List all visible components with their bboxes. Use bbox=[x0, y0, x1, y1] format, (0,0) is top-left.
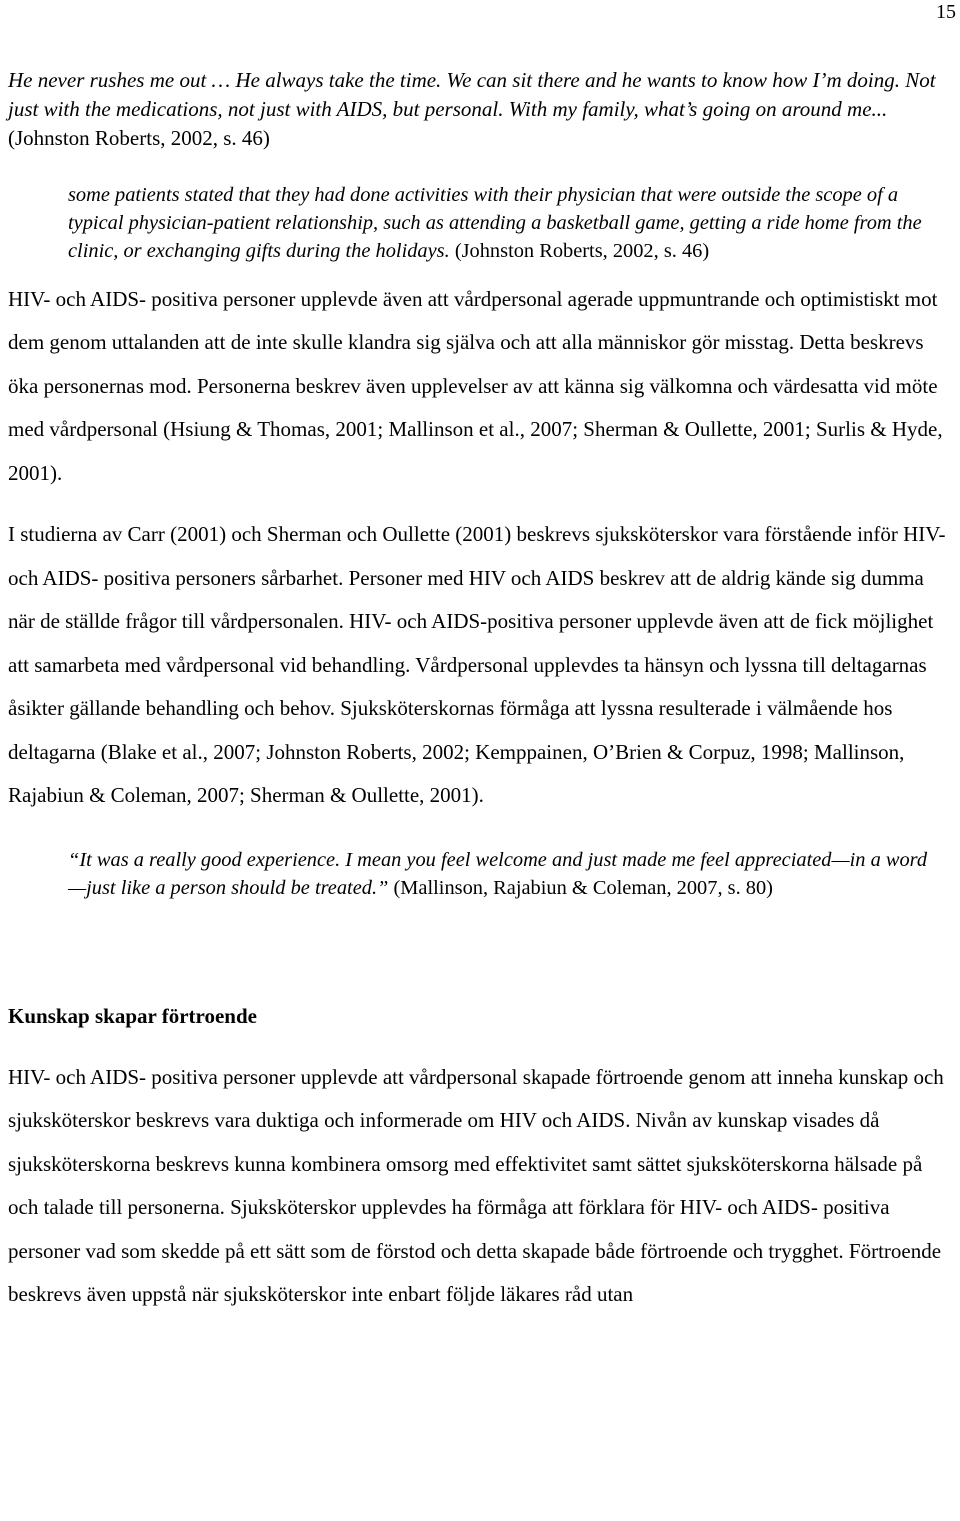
quote-citation: (Johnston Roberts, 2002, s. 46) bbox=[449, 240, 710, 263]
block-quote-welcome bbox=[68, 846, 928, 903]
section-heading: Kunskap skapar förtroende bbox=[8, 1003, 257, 1028]
quote-text: He never rushes me out … He always take the time. We can sit there and he wants to know how I’m doing. Not just with the medications, not just with AIDS, but personal. With my family, what’s going on around me... bbox=[8, 68, 936, 121]
quote-citation: (Mallinson, Rajabiun & Coleman, 2007, s. 80) bbox=[388, 877, 773, 900]
quote-citation: (Johnston Roberts, 2002, s. 46) bbox=[8, 126, 270, 150]
block-quote-activities bbox=[68, 181, 944, 266]
quote-text: “It was a really good experience. I mean you feel welcome and just made me feel appreciated—in a word—just like a person should be treated.” bbox=[68, 848, 928, 900]
quote-text: some patients stated that they had done activities with their physician that were outside the scope of a typical physician-patient relationship, such as attending a basketball game, getting a ride home from the clinic, or exchanging gifts during the holidays. bbox=[68, 184, 922, 263]
quote-patient-physician bbox=[8, 66, 954, 153]
paragraph-encouragement: HIV- och AIDS- positiva personer upplevde även att vårdpersonal agerade uppmuntrande och optimistiskt mot dem genom uttalanden att de inte skulle klandra sig själva och att alla människor gör misstag. Detta beskrevs öka personernas mod. Personerna beskrev även upplevelser av att känna sig välkomna och värdesatta vid möte med vårdpersonal (Hsiung & Thomas, 2001; Mallinson et al., 2007; Sherman & Oullette, 2001; Surlis & Hyde, 2001). bbox=[8, 286, 943, 485]
page-number: 15 bbox=[936, 1, 956, 23]
document-body bbox=[8, 66, 954, 1317]
paragraph-understanding: I studierna av Carr (2001) och Sherman och Oullette (2001) beskrevs sjuksköterskor vara förstående inför HIV- och AIDS- positiva personers sårbarhet. Personer med HIV och AIDS beskrev att de aldrig kände sig dumma när de ställde frågor till vårdpersonalen. HIV- och AIDS-positiva personer upplevde även att de fick möjlighet att samarbeta med vårdpersonal vid behandling. Vårdpersonal upplevdes ta hänsyn och lyssna till deltagarnas åsikter gällande behandling och behov. Sjuksköterskornas förmåga att lyssna resulterade i välmående hos deltagarna (Blake et al., 2007; Johnston Roberts, 2002; Kemppainen, O’Brien & Corpuz, 1998; Mallinson, Rajabiun & Coleman, 2007; Sherman & Oullette, 2001). bbox=[8, 522, 946, 808]
paragraph-knowledge-trust: HIV- och AIDS- positiva personer upplevde att vårdpersonal skapade förtroende genom att inneha kunskap och sjuksköterskor beskrevs vara duktiga och informerade om HIV och AIDS. Nivån av kunskap visades då sjuksköterskorna beskrevs kunna kombinera omsorg med effektivitet samt sättet sjuksköterskorna hälsade på och talade till personerna. Sjuksköterskor upplevdes ha förmåga att förklara för HIV- och AIDS- positiva personer vad som skedde på ett sätt som de förstod och detta skapade både förtroende och trygghet. Förtroende beskrevs även uppstå när sjuksköterskor inte enbart följde läkares råd utan bbox=[8, 1064, 944, 1307]
